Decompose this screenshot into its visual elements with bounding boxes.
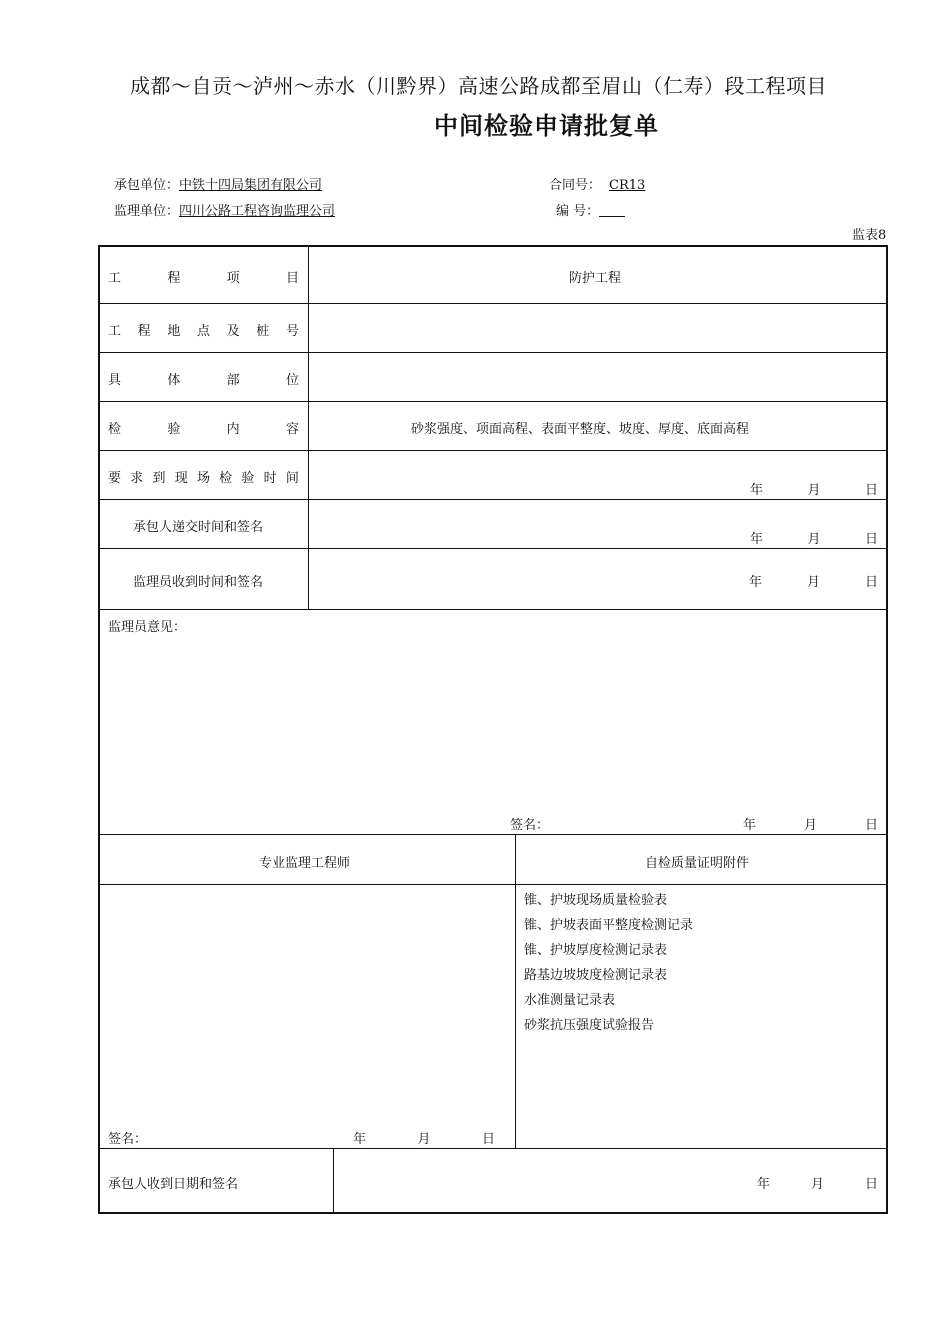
label-char: 时 <box>263 471 277 486</box>
label-char: 体 <box>167 373 181 388</box>
label-char: 要 <box>108 471 122 486</box>
day-label: 日 <box>864 532 878 547</box>
contractor-receive-date[interactable] <box>757 1173 878 1192</box>
row-label-required-time <box>108 467 299 486</box>
row-divider <box>99 499 887 500</box>
row-label-content <box>108 418 299 437</box>
label-char: 地 <box>167 324 181 339</box>
project-item-value[interactable]: 防护工程 <box>569 271 622 286</box>
attachment-item: 锥、护坡现场质量检验表 <box>524 893 668 908</box>
contractor-value: 中铁十四局集团有限公司 <box>179 178 323 193</box>
label-char: 程 <box>167 271 181 286</box>
supervisor-value: 四川公路工程咨询监理公司 <box>179 204 336 219</box>
month-label: 月 <box>806 575 820 590</box>
label-char: 求 <box>130 471 144 486</box>
col-divider <box>308 246 309 609</box>
row-divider <box>99 303 887 304</box>
row-divider <box>99 450 887 451</box>
engineer-header: 专业监理工程师 <box>259 856 351 871</box>
month-label: 月 <box>803 818 817 833</box>
label-char: 点 <box>196 324 210 339</box>
contractor-line <box>114 174 322 193</box>
year-label: 年 <box>743 818 757 833</box>
year-label: 年 <box>750 532 764 547</box>
form-title: 中间检验申请批复单 <box>434 112 659 140</box>
month-label: 月 <box>807 483 821 498</box>
engineer-sign-date[interactable] <box>353 1128 495 1147</box>
label-char: 号 <box>285 324 299 339</box>
label-char: 项 <box>226 271 240 286</box>
label-char: 验 <box>241 471 255 486</box>
project-title: 成都～自贡～泸州～赤水（川黔界）高速公路成都至眉山（仁寿）段工程项目 <box>130 74 827 98</box>
month-label: 月 <box>810 1177 824 1192</box>
row-divider <box>99 1148 887 1149</box>
day-label: 日 <box>864 575 878 590</box>
label-char: 工 <box>108 271 122 286</box>
label-char: 及 <box>226 324 240 339</box>
label-char: 程 <box>137 324 151 339</box>
number-line <box>556 200 625 219</box>
contractor-label: 承包单位： <box>114 178 180 193</box>
inspection-content-value[interactable]: 砂浆强度、项面高程、表面平整度、坡度、厚度、底面高程 <box>411 422 750 437</box>
row-label-supervisor-receive: 监理员收到时间和签名 <box>133 575 264 590</box>
col-divider <box>515 834 516 1148</box>
year-label: 年 <box>749 575 763 590</box>
label-char: 验 <box>167 422 181 437</box>
month-label: 月 <box>417 1132 431 1147</box>
attachment-item: 锥、护坡表面平整度检测记录 <box>524 918 694 933</box>
attachment-item: 路基边坡坡度检测记录表 <box>524 968 668 983</box>
engineer-sign-label[interactable]: 签名： <box>108 1132 148 1147</box>
label-char: 具 <box>108 373 122 388</box>
year-label: 年 <box>757 1177 771 1192</box>
contract-value: CR13 <box>609 178 646 193</box>
label-char: 检 <box>108 422 122 437</box>
required-time-date[interactable] <box>750 479 878 498</box>
label-char: 场 <box>196 471 210 486</box>
supervisor-line <box>114 200 335 219</box>
row-divider <box>99 548 887 549</box>
opinion-label: 监理员意见： <box>108 620 187 635</box>
opinion-date[interactable] <box>743 814 878 833</box>
col-divider <box>333 1148 334 1213</box>
label-char: 容 <box>285 422 299 437</box>
row-divider <box>99 609 887 610</box>
day-label: 日 <box>864 818 878 833</box>
label-char: 检 <box>219 471 233 486</box>
form-table <box>98 245 888 1214</box>
contract-label: 合同号： <box>549 178 602 193</box>
contractor-receive-label: 承包人收到日期和签名 <box>108 1177 239 1192</box>
row-label-contractor-submit: 承包人递交时间和签名 <box>133 520 264 535</box>
day-label: 日 <box>864 1177 878 1192</box>
supervisor-receive-date[interactable] <box>749 571 878 590</box>
month-label: 月 <box>807 532 821 547</box>
row-label-location <box>108 320 299 339</box>
supervisor-label: 监理单位： <box>114 204 180 219</box>
label-char: 桩 <box>256 324 270 339</box>
attachment-item: 砂浆抗压强度试验报告 <box>524 1018 655 1033</box>
label-char: 间 <box>285 471 299 486</box>
row-divider <box>99 401 887 402</box>
label-char: 部 <box>226 373 240 388</box>
label-char: 工 <box>108 324 122 339</box>
label-char: 位 <box>285 373 299 388</box>
day-label: 日 <box>864 483 878 498</box>
attachments-header: 自检质量证明附件 <box>645 856 750 871</box>
day-label: 日 <box>481 1132 495 1147</box>
attachment-item: 水准测量记录表 <box>524 993 616 1008</box>
year-label: 年 <box>353 1132 367 1147</box>
label-char: 到 <box>152 471 166 486</box>
year-label: 年 <box>750 483 764 498</box>
label-char: 现 <box>174 471 188 486</box>
opinion-sign-label[interactable]: 签名： <box>510 818 550 833</box>
row-label-part <box>108 369 299 388</box>
row-divider <box>99 352 887 353</box>
row-divider <box>99 884 887 885</box>
number-value <box>599 204 625 217</box>
contractor-submit-date[interactable] <box>750 528 878 547</box>
label-char: 内 <box>226 422 240 437</box>
label-char: 目 <box>285 271 299 286</box>
form-code: 监表8 <box>852 228 887 243</box>
row-divider <box>99 834 887 835</box>
attachment-item: 锥、护坡厚度检测记录表 <box>524 943 668 958</box>
number-label: 编 号： <box>556 204 600 219</box>
row-label-project <box>108 267 299 286</box>
contract-line <box>549 174 651 193</box>
